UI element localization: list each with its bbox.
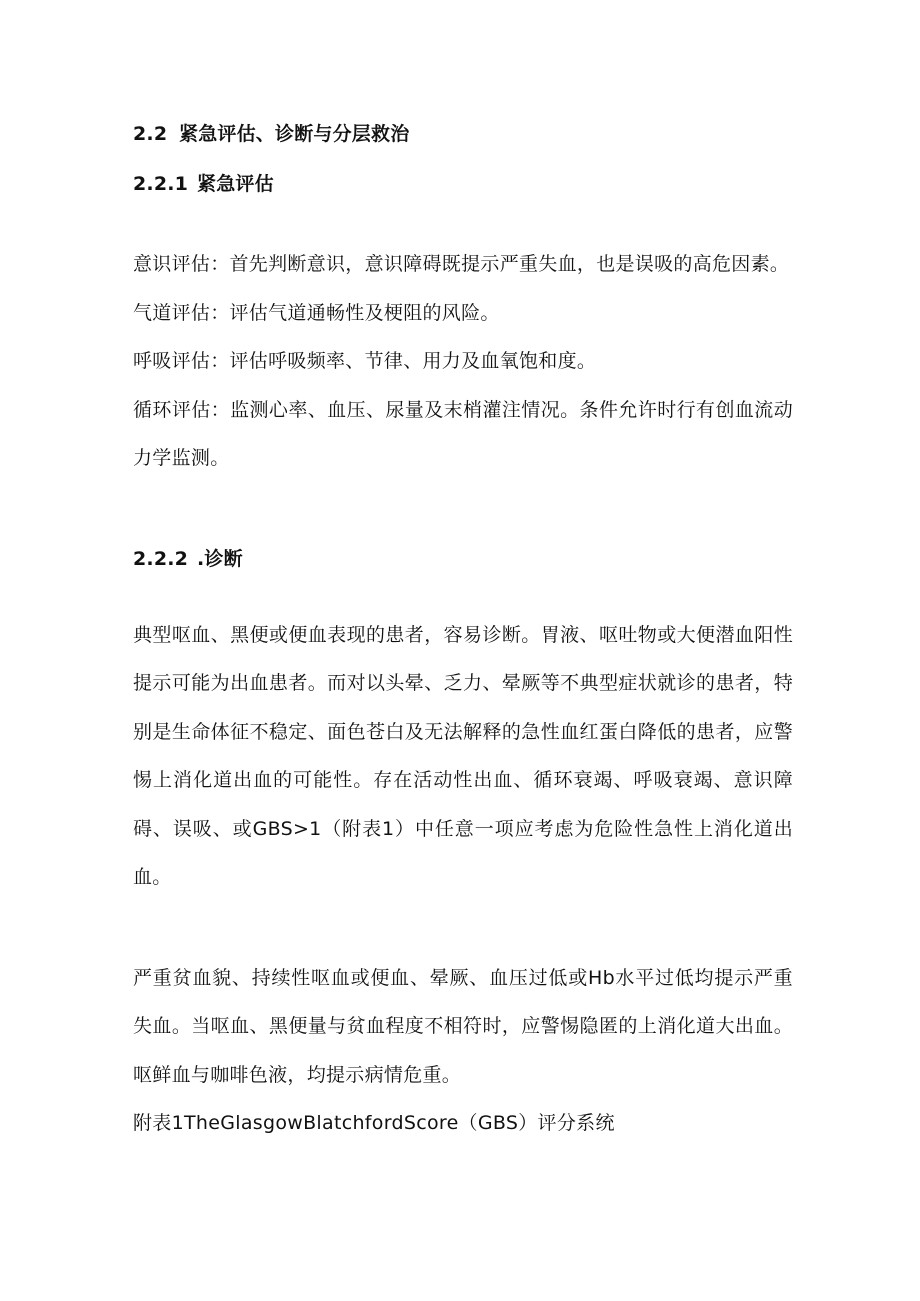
assessment-breathing: 呼吸评估：评估呼吸频率、节律、用力及血氧饱和度。	[133, 350, 597, 372]
section-title: .诊断	[197, 547, 243, 570]
assessment-airway: 气道评估：评估气道通畅性及梗阻的风险。	[133, 301, 500, 324]
section-number: 2.2.2	[133, 547, 189, 570]
table-caption: 附表1TheGlasgowBlatchfordScore（GBS）评分系统	[133, 1112, 615, 1134]
section-number: 2.2.1	[133, 173, 189, 195]
section-title: 紧急评估	[197, 173, 274, 195]
section-heading-2-2-2	[133, 537, 793, 581]
diagnosis-paragraph-2: 严重贫血貌、持续性呕血或便血、晕厥、血压过低或Hb水平过低均提示严重失血。当呕血、黑便量与贫血程度不相符时，应警惕隐匿的上消化道大出血。呕鲜血与咖啡色液，均提示病情危重。	[133, 966, 793, 1086]
section-number: 2.2	[133, 123, 168, 145]
section-title: 紧急评估、诊断与分层救治	[179, 123, 410, 145]
diagnosis-paragraph-1: 典型呕血、黑便或便血表现的患者，容易诊断。胃液、呕吐物或大便潜血阳性提示可能为出血患者。而对以头晕、乏力、晕厥等不典型症状就诊的患者，特别是生命体征不稳定、面色苍白及无法解释的急性血红蛋白降低的患者，应警惕上消化道出血的可能性。存在活动性出血、循环衰竭、呼吸衰竭、意识障碍、误吸、或GBS>1（附表1）中任意一项应考虑为危险性急性上消化道出血。	[133, 623, 793, 888]
spacer	[133, 206, 793, 240]
assessment-circulation: 循环评估：监测心率、血压、尿量及末梢灌注情况。条件允许时行有创血流动力学监测。	[133, 398, 793, 469]
section-heading-2-2	[133, 112, 793, 156]
section-heading-2-2-1	[133, 162, 793, 206]
assessment-consciousness: 意识评估：首先判断意识，意识障碍既提示严重失血，也是误吸的高危因素。	[133, 253, 790, 275]
spacer	[133, 483, 793, 537]
spacer	[133, 581, 793, 611]
document-content	[133, 112, 793, 1148]
spacer	[133, 902, 793, 954]
